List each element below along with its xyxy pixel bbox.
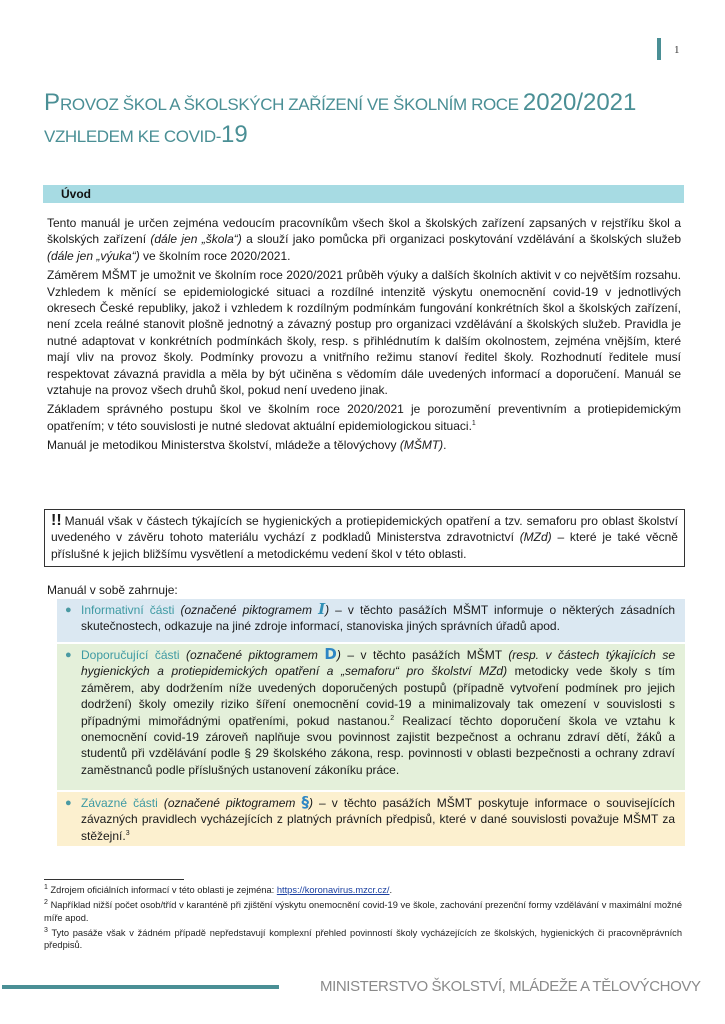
footnote-number: 2 (44, 899, 48, 907)
text: – v těchto pasážích MŠMT (340, 648, 509, 662)
footnotes (44, 884, 682, 954)
footer-ministry: MINISTERSTVO ŠKOLSTVÍ, MLÁDEŽE A TĚLOVÝCHOVY (320, 978, 701, 995)
text-italic: (označené piktogramem (157, 796, 302, 810)
bullet-icon: ● (65, 649, 72, 661)
pictogram-paragraph-icon: § (301, 793, 309, 811)
page-number-bar (657, 38, 661, 60)
footnote-2 (44, 899, 682, 924)
page-title (44, 88, 684, 152)
title-row-1 (44, 88, 684, 120)
footnote-ref[interactable]: 3 (125, 829, 130, 837)
text-italic: ) (336, 648, 341, 662)
title-year: 2020/2021 (522, 89, 637, 116)
pictogram-d-icon: D (324, 645, 337, 663)
text: – které je také věcně příslušné k jejich bližšímu vysvětlení a metodickému vedení škol v této oblasti. (51, 530, 678, 561)
footnote-1 (44, 884, 682, 896)
text-italic: (označené piktogramem (174, 603, 319, 617)
pictogram-i-icon: I (318, 600, 326, 618)
text: Například nižší počet osob/tříd v karanténě při zjištění výskytu onemocnění covid-19 ve škole, zachování prezenční formy vzdělávání v maximální možné míře apod. (44, 900, 682, 923)
text: Základem správného postupu škol ve školním roce 2020/2021 je porozumění preventivním a protiepidemickým opatřením; v této souvislosti je nutné sledovat aktuální epidemiologickou situaci. (47, 402, 681, 433)
item-label: Informativní části (81, 603, 175, 617)
footnote-link[interactable]: https://koronavirus.mzcr.cz/ (276, 885, 390, 895)
paragraph-3 (47, 401, 681, 434)
list-lead: Manuál v sobě zahrnuje: (47, 583, 178, 597)
bullet-icon: ● (65, 797, 72, 809)
paragraph-2: Záměrem MŠMT je umožnit ve školním roce 2020/2021 průběh výuky a dalších školních aktivit v co největším rozsahu. Vzhledem k měnící se epidemiologické situaci a rozdílné intenzitě výskytu onemocnění covid-19 v jednotlivých okresech České republiky, jakož i vzhledem k rozdílným podmínkám fungování konkrétních škol a školských zařízení, není zcela reálné stanovit plošně jednotný a závazný postup pro organizaci vzdělávání a školských služeb. Pravidla je nutné adaptovat v konkrétních podmínkách školy, resp. s přihlédnutím k dalším okolnostem, zejména vnějším, které mají vliv na provoz školy. Podmínky provozu a vnitřního režimu stanoví ředitel školy. Rozhodnutí ředitele musí respektovat závazná pravidla a měla by být učiněna s vědomím dále uvedených informací a doporučení. Manuál se vztahuje na provoz všech druhů škol, pokud není uvedeno jinak. (47, 268, 681, 398)
text: Tyto pasáže však v žádném případě nepředstavují komplexní přehled povinností školy vycházejících ze školských, hygienických či pracovněprávních předpisů. (44, 927, 682, 951)
paragraph-4 (47, 437, 681, 453)
text: . (389, 885, 393, 895)
text-italic: (označené piktogramem (179, 648, 325, 662)
footer-rule (2, 985, 279, 989)
bullet-icon: ● (65, 604, 72, 616)
text: a slouží jako pomůcka při organizaci poskytování vzdělávání a školských služeb (241, 232, 681, 247)
footnote-3 (44, 927, 682, 952)
section-heading-bar (43, 185, 684, 203)
footnote-ref[interactable]: 2 (390, 714, 395, 722)
title-num: 19 (221, 121, 248, 148)
text: – v těchto pasážích MŠMT informuje o některých zásadních skutečnostech, odkazuje na jiné zdroje informací, stanoviska jiných správních úřadů apod. (81, 603, 675, 634)
section-heading: Úvod (61, 187, 91, 201)
text: metodicky vede školy s tím záměrem, aby dodržením níže uvedených doporučených postupů (případně vytvoření podmínek pro jejich dodržení) školy omezily riziko šíření onemocnění covid-19 a minimalizovaly tak omezení v souvislosti s případnými mimořádnými opatřeními, pokud nastanou. (81, 664, 676, 728)
text: Manuál je metodikou Ministerstva školství, mládeže a tělovýchovy (47, 438, 400, 453)
item-label: Doporučující části (81, 648, 180, 662)
text-italic: (dále jen „výuka“) (47, 248, 140, 263)
list-item-recommended (57, 644, 685, 790)
list-item-informative (57, 599, 685, 642)
footnote-number: 3 (44, 926, 48, 934)
title-initial: P (44, 89, 61, 116)
text: Manuál však v částech týkajících se hygienických a protiepidemických opatření a tzv. semaforu pro oblast školství uvedeného v závěru tohoto materiálu vychází z podkladů Ministerstva zdravotnictví (51, 514, 678, 545)
warning-icon: !! (51, 512, 62, 529)
list-item-binding (57, 792, 685, 846)
page-number: 1 (674, 44, 680, 56)
text-italic: (MZd) (519, 530, 552, 545)
title-line2: VZHLEDEM KE COVID- (44, 127, 221, 146)
text-italic: (MŠMT) (399, 438, 444, 453)
intro-body (47, 215, 681, 457)
text: ve školním roce 2020/2021. (139, 248, 291, 263)
warning-box (44, 509, 685, 567)
footnote-number: 1 (44, 883, 48, 891)
text: Realizací těchto doporučení škola ve vztahu k onemocnění covid-19 zároveň naplňuje svou povinnost zajistit bezpečnost a ochranu zdraví dětí, žáků a studentů při vzdělávání podle § 29 školského zákona, resp. povinnosti v oblasti bezpečnosti a ochrany zdraví zaměstnanců podle příslušných ustanovení zákoníku práce. (81, 713, 675, 777)
paragraph-1 (47, 215, 681, 264)
title-row-2 (44, 120, 684, 152)
footnote-divider (44, 879, 184, 880)
text-italic: ) (308, 796, 313, 810)
text: Tento manuál je určen zejména vedoucím pracovníkům všech škol a školských zařízení zapsaných v rejstříku škol a školských zařízení (47, 216, 681, 247)
item-label: Závazné části (81, 796, 158, 810)
text: . (443, 438, 447, 453)
text: – v těchto pasážích MŠMT poskytuje informace o souvisejících závazných pravidlech vycházejících z platných právních předpisů, které v dané souvislosti považuje MŠMT za stěžejní. (81, 796, 675, 843)
text-italic: (dále jen „škola“) (150, 232, 242, 247)
footnote-ref[interactable]: 1 (471, 419, 476, 427)
title-line1: ROVOZ ŠKOL A ŠKOLSKÝCH ZAŘÍZENÍ VE ŠKOLNÍM ROCE (60, 95, 523, 114)
text-italic: (resp. v částech týkajících se hygienických a protiepidemických opatření a „semaforu“ pro školství MZd) (81, 648, 675, 679)
text: Zdrojem oficiálních informací v této oblasti je zejména: (47, 885, 277, 895)
text-italic: ) (325, 603, 330, 617)
